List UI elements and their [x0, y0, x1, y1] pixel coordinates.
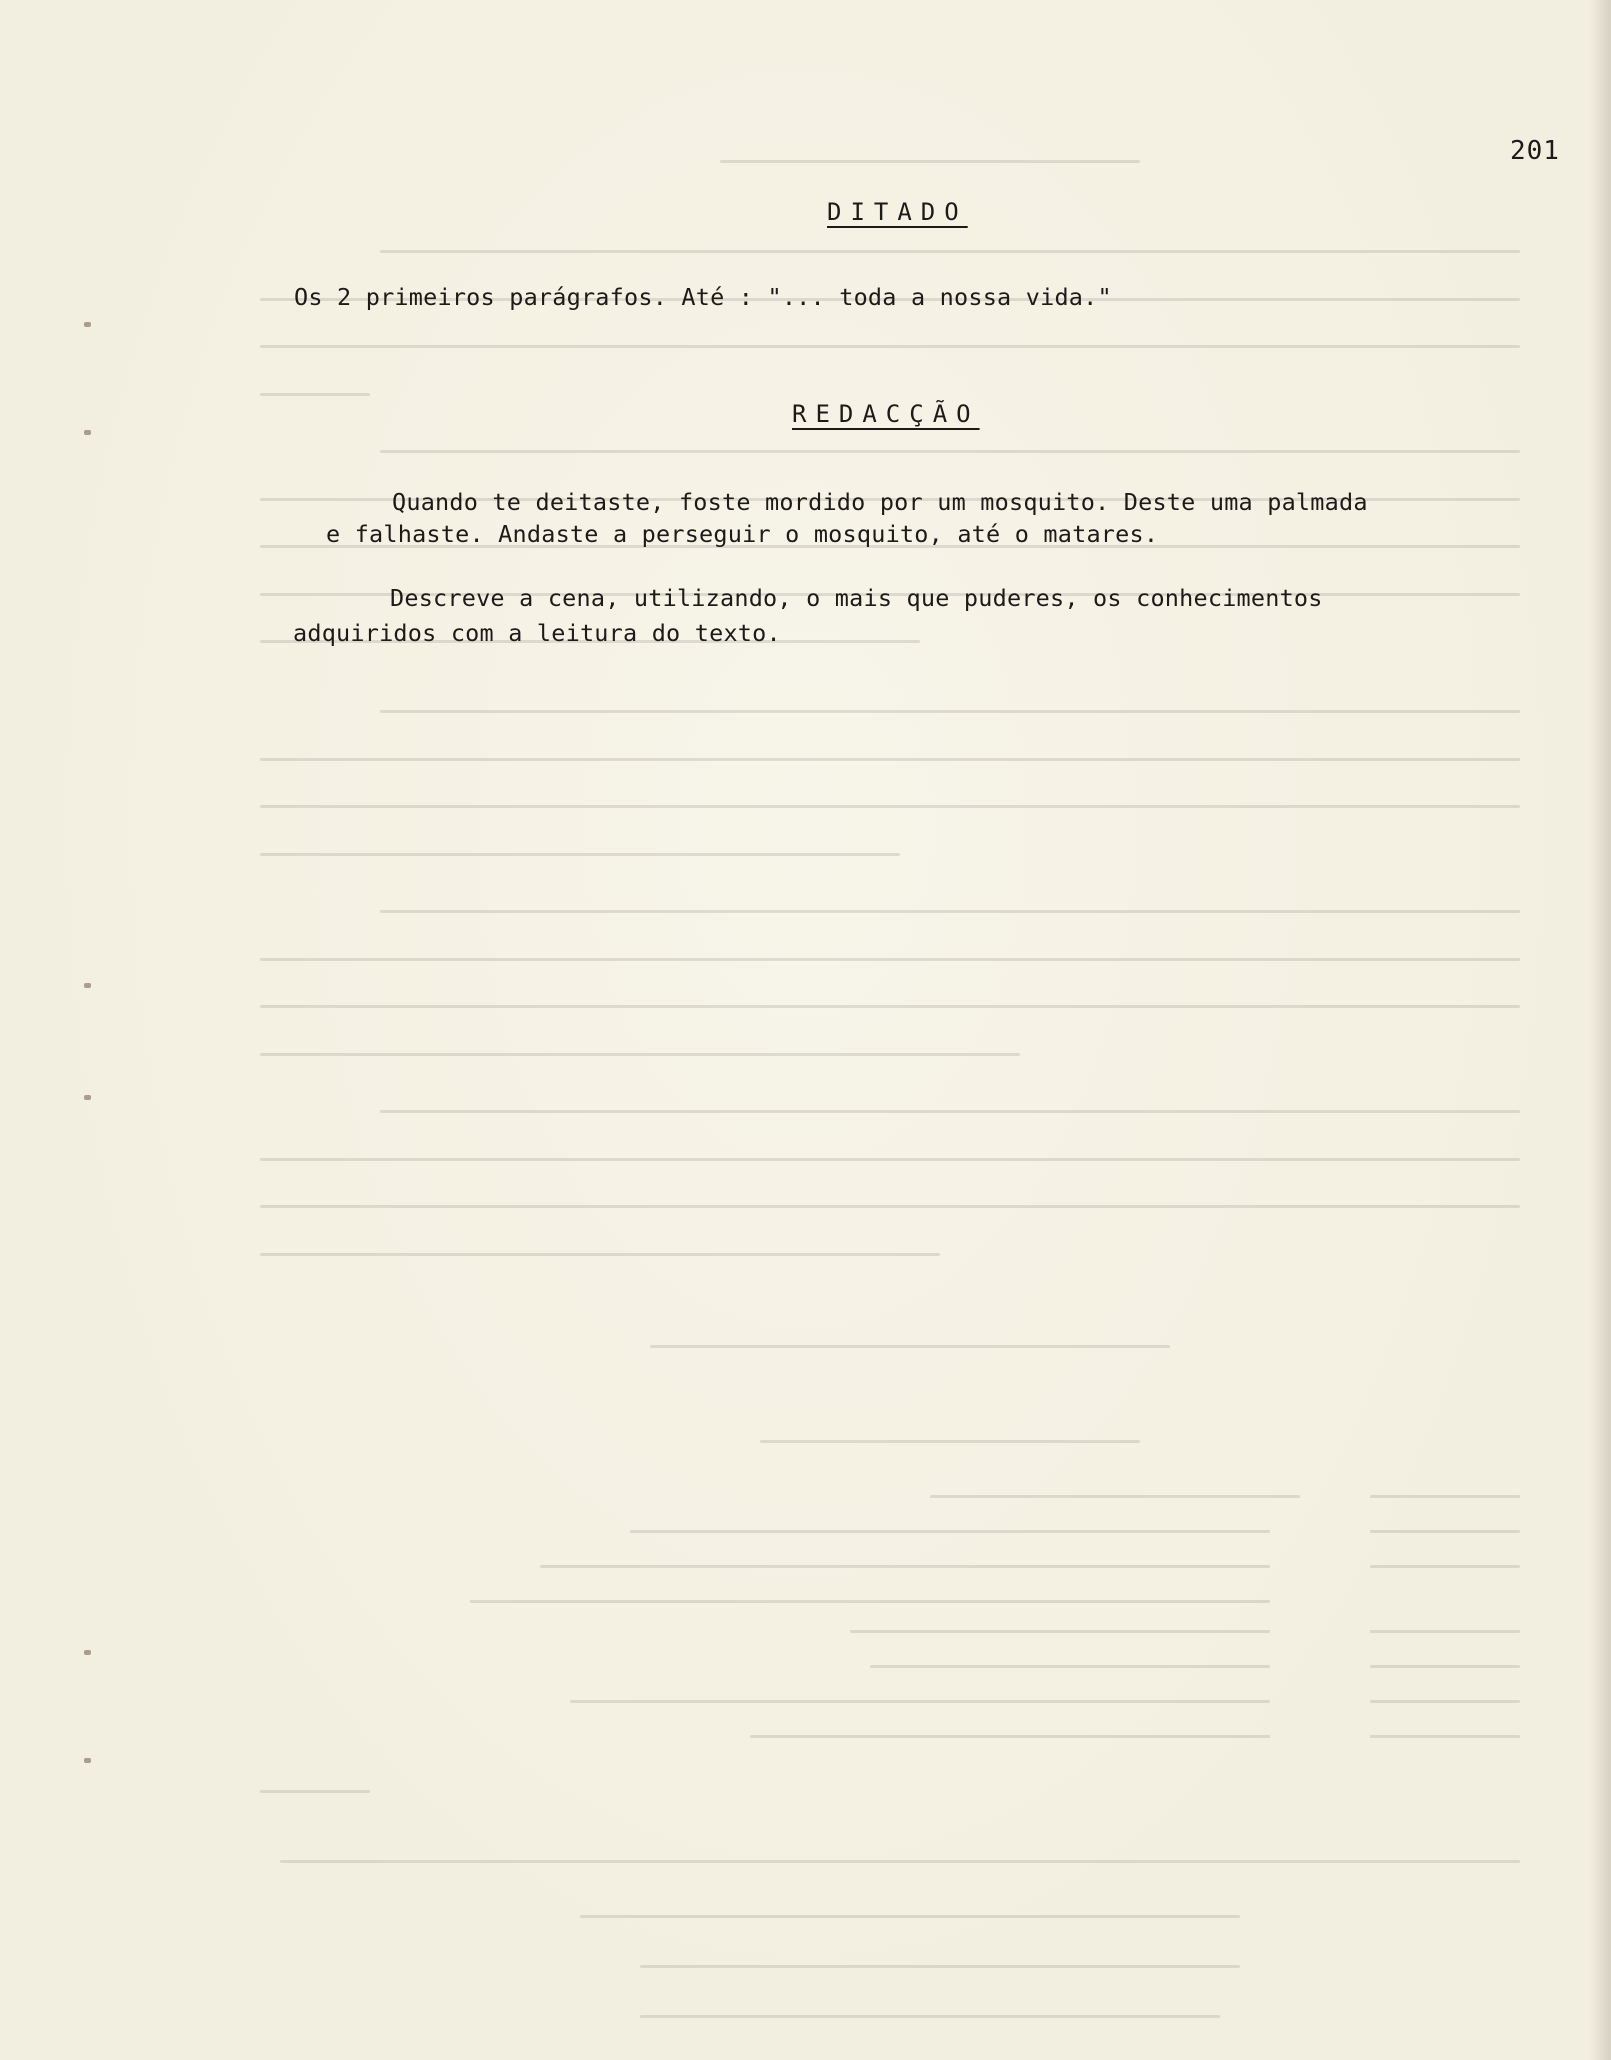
redaccao-heading: REDACÇÃO — [792, 400, 980, 428]
page-number: 201 — [1510, 136, 1560, 166]
margin-mark — [84, 983, 91, 988]
margin-mark — [84, 1095, 91, 1100]
redaccao-paragraph-2-line-2: adquiridos com a leitura do texto. — [293, 619, 781, 647]
margin-mark — [84, 322, 91, 327]
page-edge — [1590, 0, 1611, 2060]
margin-mark — [84, 1650, 91, 1655]
margin-mark — [84, 1758, 91, 1763]
redaccao-paragraph-1-line-1: Quando te deitaste, foste mordido por um mosquito. Deste uma palmada — [392, 488, 1368, 516]
ditado-instruction: Os 2 primeiros parágrafos. Até : "... toda a nossa vida." — [294, 283, 1112, 311]
ditado-heading: DITADO — [827, 198, 968, 226]
bleed-through-texture — [240, 150, 1520, 2030]
redaccao-paragraph-1-line-2: e falhaste. Andaste a perseguir o mosquito, até o matares. — [326, 520, 1159, 548]
redaccao-paragraph-2-line-1: Descreve a cena, utilizando, o mais que puderes, os conhecimentos — [390, 584, 1323, 612]
margin-mark — [84, 430, 91, 435]
